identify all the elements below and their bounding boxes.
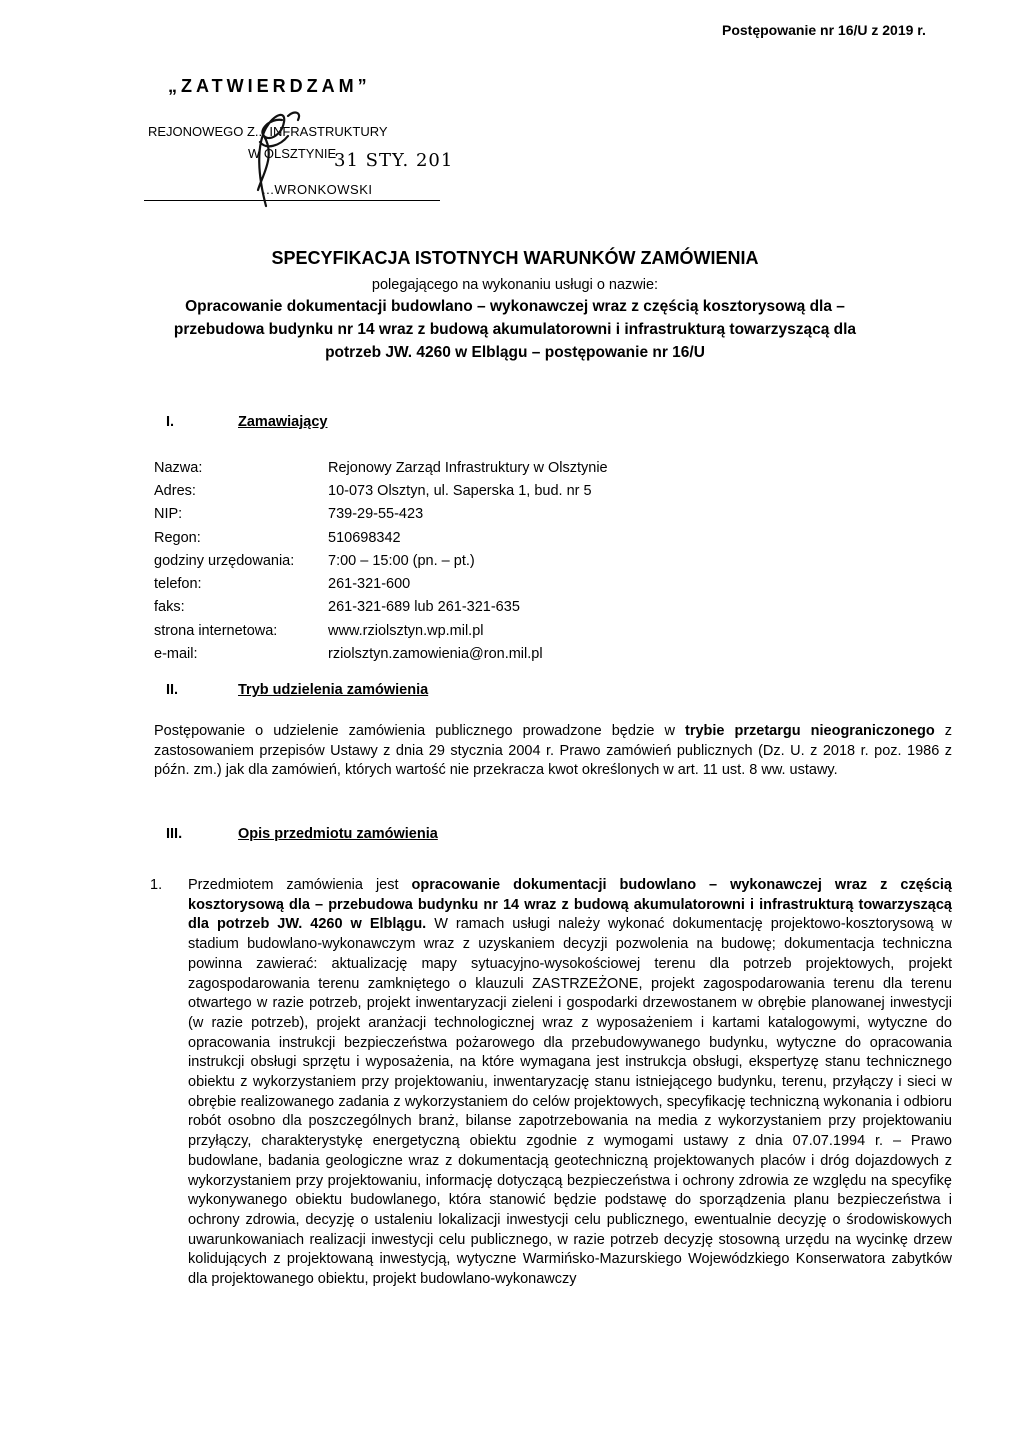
stamp-city-line: W OLSZTYNIE — [248, 146, 337, 161]
list-item-number: 1. — [150, 877, 163, 893]
section-number: III. — [166, 826, 183, 842]
paragraph-emphasis: trybie przetargu nieograniczonego — [685, 723, 935, 739]
stamp-date: 31 STY. 201 — [334, 150, 454, 171]
info-label: strona internetowa: — [154, 622, 278, 639]
document-heading — [150, 248, 880, 364]
stamp-office-line: REJONOWEGO Z... INFRASTRUKTURY — [148, 124, 388, 139]
info-row — [154, 526, 608, 549]
info-row — [154, 549, 608, 572]
info-row — [154, 456, 608, 479]
stamp-name: ...WRONKOWSKI — [262, 182, 373, 197]
section-number: II. — [166, 682, 179, 698]
info-row — [154, 503, 608, 526]
info-row — [154, 642, 608, 665]
info-label: Nazwa: — [154, 459, 203, 476]
paragraph-emphasis: opracowanie dokumentacji budowlano – wykonawczej wraz z częścią kosztorysową dla – przebudowa budynku nr 14 wraz z budową akumulatorowni i infrastrukturą towarzyszącą dla potrzeb JW. 4260 w Elblągu. — [188, 877, 952, 933]
document-title: SPECYFIKACJA ISTOTNYCH WARUNKÓW ZAMÓWIENIA — [271, 248, 759, 268]
document-subtitle: polegającego na wykonaniu usługi o nazwie: — [371, 277, 659, 293]
info-value: 739-29-55-423 — [328, 506, 424, 523]
info-row — [154, 596, 608, 619]
paragraph-text: z zastosowaniem przepisów Ustawy z dnia 29 stycznia 2004 r. Prawo zamówień publicznych (Dz. U. z 2018 r. poz. 1986 z późn. zm.) jak dla zamówień, których wartość nie przekracza kwot określonych w art. 11 ust. 8 ww. ustawy. — [154, 723, 953, 779]
info-value: 510698342 — [328, 529, 401, 546]
info-value: 10-073 Olsztyn, ul. Saperska 1, bud. nr 5 — [328, 482, 592, 499]
info-value: 261-321-600 — [328, 576, 411, 593]
info-label: telefon: — [154, 576, 202, 593]
info-row — [154, 619, 608, 642]
info-value: www.rziolsztyn.wp.mil.pl — [328, 622, 484, 639]
info-label: Adres: — [154, 482, 196, 499]
info-value: 7:00 – 15:00 (pn. – pt.) — [328, 552, 475, 569]
list-item-text — [188, 876, 952, 1290]
service-name: Opracowanie dokumentacji budowlano – wykonawczej wraz z częścią kosztorysową dla – przebudowa budynku nr 14 wraz z budową akumulatorowni i infrastrukturą towarzyszącą dla potrzeb JW. 4260 w Elblągu – postępowanie nr 16/U — [173, 298, 857, 361]
procedure-mode-paragraph — [154, 722, 952, 781]
handwritten-signature — [236, 106, 336, 216]
info-value: rziolsztyn.zamowienia@ron.mil.pl — [328, 646, 543, 663]
contracting-authority-details — [154, 456, 608, 666]
section-heading — [166, 682, 428, 698]
info-label: faks: — [154, 599, 185, 616]
info-label: godziny urzędowania: — [154, 552, 295, 569]
paragraph-text: Przedmiotem zamówienia jest — [188, 877, 412, 893]
paragraph-text: Postępowanie o udzielenie zamówienia publicznego prowadzone będzie w — [154, 723, 685, 739]
section-heading — [166, 826, 438, 842]
procedure-reference: Postępowanie nr 16/U z 2019 r. — [722, 22, 926, 38]
approval-label: „ZATWIERDZAM” — [168, 76, 371, 96]
section-title: Tryb udzielenia zamówienia — [238, 682, 429, 698]
paragraph-text: W ramach usługi należy wykonać dokumentację projektowo-kosztorysową w stadium budowlano-wykonawczym wraz z uzyskaniem decyzji pozwolenia na budowę; dokumentacja techniczna powinna zawierać: aktualizację mapy sytuacyjno-wysokościowej terenu dla potrzeb projektowych, projekt zagospodarowania terenu zamkniętego o klauzuli ZASTRZEŻONE, projekt zagospodarowania terenu dla terenu otwartego w razie potrzeb, projekt inwentaryzacji zieleni i gospodarki drzewostanem w obrębie planowanej inwestycji (w razie potrzeb), projekt aranżacji technologicznej wraz z wyposażeniem i kartami katalogowymi, wytyczne do opracowania instrukcji bezpieczeństwa pożarowego dla przebudowywanego budynku, wytyczne do opracowania instrukcji obsługi sprzętu i wyposażenia, na które wymagana jest instrukcja obsługi, ekspertyzę stanu technicznego obiektu z wykorzystaniem przy projektowaniu, inwentaryzację stanu istniejącego budynku, terenu, przyłączy i sieci w obrębie realizowanego zadania z wykorzystaniem do celów projektowych, specyfikację techniczną wykonania i odbioru robót osobno dla poszczególnych branż, bilanse zapotrzebowania na media z wykorzystaniem przy projektowaniu przyłączy, charakterystykę energetyczną obiektu zgodnie z wymogami ustawy z dnia 07.07.1994 r. – Prawo budowlane, badania geologiczne wraz z dokumentacją geotechniczną projektowanych placów i dróg dojazdowych z wykorzystaniem przy projektowaniu, informację dotyczącą bezpieczeństwa i ochrony zdrowia ze względu na specyfikę wykonywanego obiektu budowlanego, która stanowić będzie podstawę do sporządzenia planu bezpieczeństwa i ochrony zdrowia, decyzję o ustaleniu lokalizacji inwestycji celu publicznego, ewentualnie decyzję o środowiskowych uwarunkowaniach realizacji inwestycji celu publicznego, w razie potrzeb decyzję stosowną urzędu na wycinkę drzew kolidujących z projektowaną inwestycją, wytyczne Warmińsko-Mazurskiego Wojewódzkiego Konserwatora zabytków dla projektowanego obiektu, projekt budowlano-wykonawczy — [188, 916, 953, 1288]
info-label: Regon: — [154, 529, 201, 546]
info-value: 261-321-689 lub 261-321-635 — [328, 599, 520, 616]
section-title: Zamawiający — [238, 414, 328, 430]
info-label: e-mail: — [154, 646, 198, 663]
section-heading — [166, 414, 327, 430]
list-item — [150, 876, 952, 1290]
info-label: NIP: — [154, 506, 183, 523]
info-row — [154, 479, 608, 502]
section-title: Opis przedmiotu zamówienia — [238, 826, 438, 842]
section-number: I. — [166, 414, 175, 430]
info-row — [154, 572, 608, 595]
info-value: Rejonowy Zarząd Infrastruktury w Olsztynie — [328, 459, 608, 476]
